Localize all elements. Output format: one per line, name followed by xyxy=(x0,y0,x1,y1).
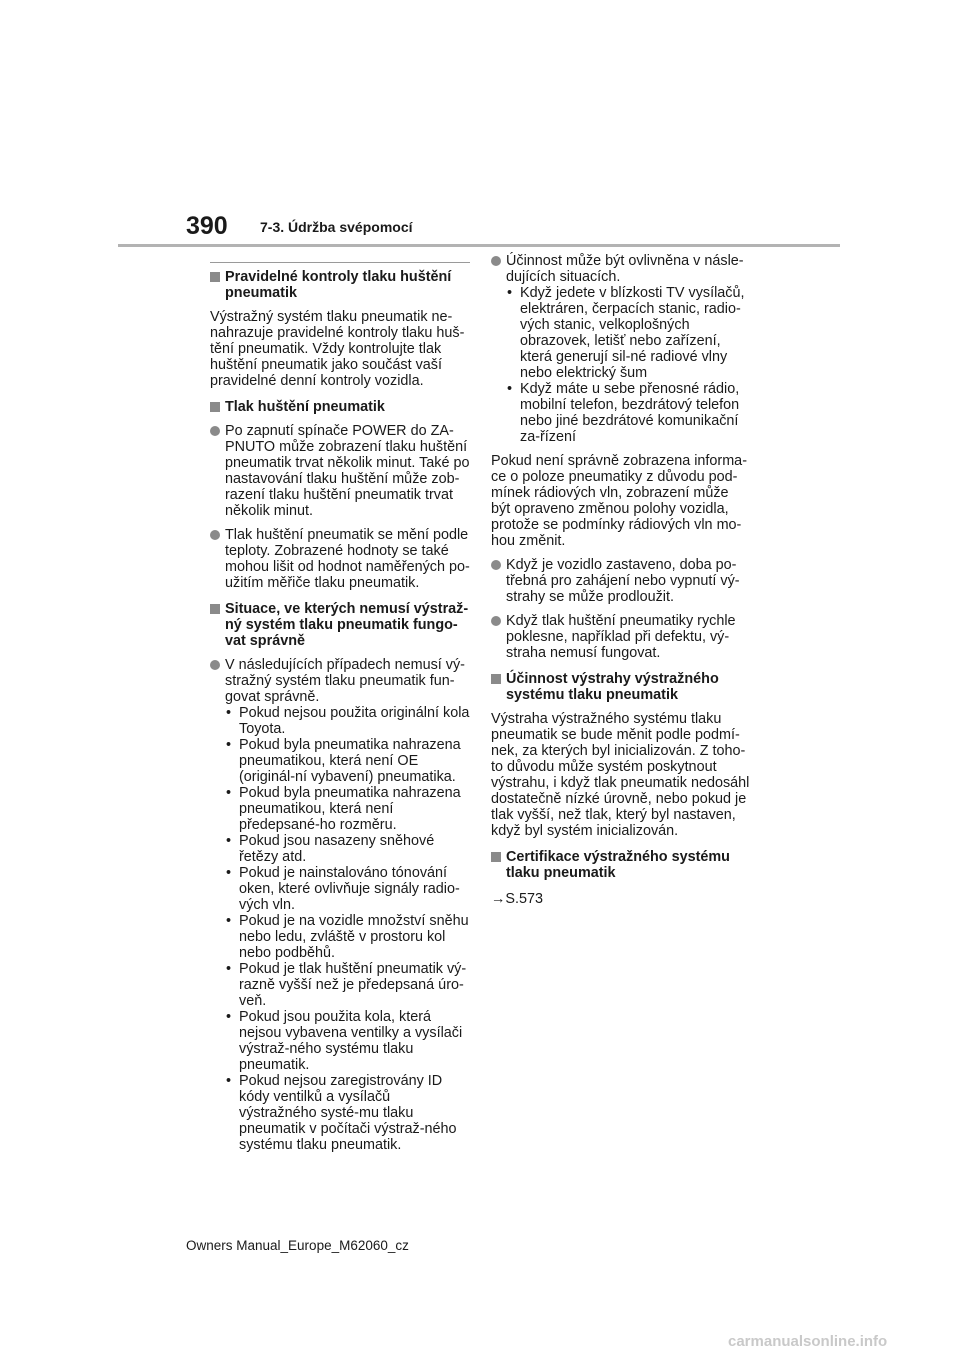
bullet-text: Po zapnutí spínače POWER do ZA-PNUTO může zobrazení tlaku huštění pneumatik trvat několik minut. Také po nastavování tlaku huštění může zob-razení tlaku huštění pneumatik trvat několik minut. xyxy=(225,423,470,519)
bullet-item xyxy=(210,423,470,519)
bullet-item xyxy=(491,253,751,445)
left-column xyxy=(210,262,470,1153)
sub-list-item: • Pokud byla pneumatika nahrazena pneumatikou, která není OE (originál-ní vybavení) pneumatika. xyxy=(225,737,470,785)
heading-text: Certifikace výstražného systému tlaku pneumatik xyxy=(506,849,730,881)
column-top-rule xyxy=(210,262,470,263)
bullet-text: Když je vozidlo zastaveno, doba po-třebná pro zahájení nebo vypnutí vý-strahy se může prodloužit. xyxy=(506,557,740,605)
square-marker-icon xyxy=(210,402,220,412)
circle-bullet-icon xyxy=(491,256,501,266)
heading-text: Pravidelné kontroly tlaku huštění pneumatik xyxy=(225,269,452,301)
circle-bullet-icon xyxy=(210,660,220,670)
bullet-item xyxy=(491,613,751,661)
page-number: 390 xyxy=(186,212,228,240)
paragraph: Výstraha výstražného systému tlaku pneumatik se bude měnit podle podmí-nek, za kterých byl inicializován. Z toho-to důvodu může systém poskytnout výstrahu, i když tlak pneumatik nedosáhl dostatečně nízké úrovně, nebo pokud je tlak vyšší, než tlak, který byl nastaven, když byl systém inicializován. xyxy=(491,711,750,839)
heading-regular-checks xyxy=(210,269,470,301)
sub-list-item: • Když jedete v blízkosti TV vysílačů, elektráren, čerpacích stanic, radio-vých stanic, velkoplošných obrazovek, letišť nebo zařízení, která generují sil-né radiové vlny nebo elektrický šum xyxy=(506,285,751,381)
square-marker-icon xyxy=(491,852,501,862)
bullet-item xyxy=(210,657,470,1153)
heading-tire-pressure xyxy=(210,399,470,415)
sub-list-item: • Pokud je na vozidle množství sněhu nebo ledu, zvláště v prostoru kol nebo podběhů. xyxy=(225,913,470,961)
page-reference-link[interactable]: →S.573 xyxy=(491,891,543,907)
paragraph: Výstražný systém tlaku pneumatik ne-nahrazuje pravidelné kontroly tlaku huš-tění pneumatik. Vždy kontrolujte tlak huštění pneumatik jako součást vaší pravidelné denní kontroly vozidla. xyxy=(210,309,465,389)
sub-list xyxy=(225,705,470,1153)
heading-warning-effectiveness xyxy=(491,671,751,703)
heading-certification xyxy=(491,849,751,881)
circle-bullet-icon xyxy=(491,560,501,570)
heading-text: Tlak huštění pneumatik xyxy=(225,399,385,415)
bullet-text: Účinnost může být ovlivněna v násle-dujících situacích. xyxy=(506,253,744,285)
square-marker-icon xyxy=(210,604,220,614)
square-marker-icon xyxy=(210,272,220,282)
sub-list-item: • Pokud jsou použita kola, která nejsou vybavena ventilky a vysílači výstraž-ného systému tlaku pneumatik. xyxy=(225,1009,470,1073)
header-divider xyxy=(118,244,840,247)
heading-text: Situace, ve kterých nemusí výstraž-ný systém tlaku pneumatik fungo-vat správně xyxy=(225,601,469,649)
heading-malfunction-situations xyxy=(210,601,470,649)
sub-list-item: • Pokud jsou nasazeny sněhové řetězy atd. xyxy=(225,833,470,865)
bullet-text: Když tlak huštění pneumatiky rychle poklesne, například při defektu, vý-straha nemusí fungovat. xyxy=(506,613,736,661)
bullet-item xyxy=(210,527,470,591)
section-title: 7-3. Údržba svépomocí xyxy=(260,219,413,235)
bullet-text: Tlak huštění pneumatik se mění podle teploty. Zobrazené hodnoty se také mohou lišit od hodnot naměřených po-užitím měřiče tlaku pneumatik. xyxy=(225,527,470,591)
bullet-text: V následujících případech nemusí vý-stražný systém tlaku pneumatik fun-govat správně. xyxy=(225,657,465,705)
circle-bullet-icon xyxy=(210,426,220,436)
footer-doc-id: Owners Manual_Europe_M62060_cz xyxy=(186,1238,409,1253)
circle-bullet-icon xyxy=(491,616,501,626)
watermark: carmanualsonline.info xyxy=(728,1333,888,1350)
bullet-item xyxy=(491,557,751,605)
sub-list-item: • Pokud nejsou zaregistrovány ID kódy ventilků a vysílačů výstražného systé-mu tlaku pneumatik v počítači výstraž-ného systému tlaku pneumatik. xyxy=(225,1073,470,1153)
right-column xyxy=(491,253,751,907)
circle-bullet-icon xyxy=(210,530,220,540)
sub-list-item: • Když máte u sebe přenosné rádio, mobilní telefon, bezdrátový telefon nebo jiné bezdrátové komunikační za-řízení xyxy=(506,381,751,445)
sub-list-item: • Pokud je tlak huštění pneumatik vý-razně vyšší než je předepsaná úro-veň. xyxy=(225,961,470,1009)
paragraph: Pokud není správně zobrazena informa-ce o poloze pneumatiky z důvodu pod-mínek rádiových vln, zobrazení může být opraveno změnou polohy vozidla, protože se podmínky rádiových vln mo-hou změnit. xyxy=(491,453,747,549)
heading-text: Účinnost výstrahy výstražného systému tlaku pneumatik xyxy=(506,671,719,703)
sub-list xyxy=(506,285,751,445)
sub-list-item: • Pokud je nainstalováno tónování oken, které ovlivňuje signály radio-vých vln. xyxy=(225,865,470,913)
square-marker-icon xyxy=(491,674,501,684)
sub-list-item: • Pokud nejsou použita originální kola Toyota. xyxy=(225,705,470,737)
sub-list-item: • Pokud byla pneumatika nahrazena pneumatikou, která není předepsané-ho rozměru. xyxy=(225,785,470,833)
